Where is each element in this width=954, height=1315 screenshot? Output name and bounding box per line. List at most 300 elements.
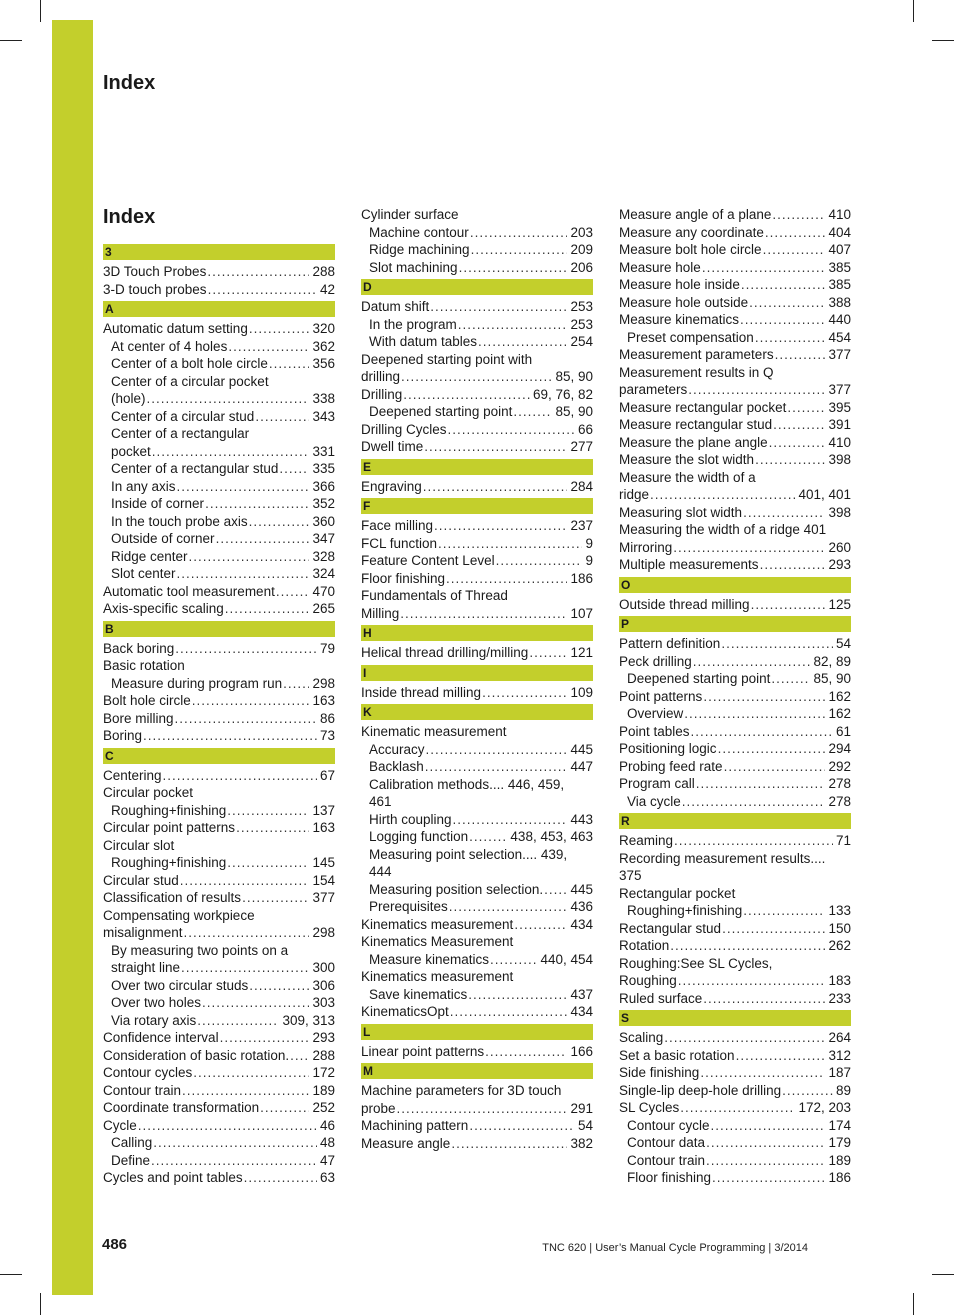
- entry-term: parameters: [619, 382, 688, 397]
- dot-leader: [197, 1012, 279, 1030]
- dot-leader: [249, 977, 309, 995]
- page-ref: 335: [312, 461, 335, 476]
- dot-leader: [138, 1117, 317, 1135]
- entry-term: Rectangular stud: [619, 920, 722, 936]
- index-entry-text: Kinematics Measurement: [361, 934, 514, 949]
- entry-term: Reaming: [619, 833, 674, 848]
- dot-leader: [763, 241, 826, 259]
- index-entry-text: Measuring the width of a ridge 401: [619, 522, 827, 537]
- index-entry: [103, 692, 335, 710]
- dot-leader: [670, 937, 825, 955]
- dot-leader: [216, 530, 310, 548]
- dot-leader: [283, 675, 309, 693]
- index-subentry: [619, 1169, 851, 1187]
- dot-leader: [722, 920, 825, 938]
- index-entry: [361, 605, 593, 623]
- entry-term: Measure the slot width: [619, 452, 755, 467]
- index-entry: [619, 504, 851, 522]
- entry-term: Measure angle of a plane: [619, 207, 772, 222]
- entry-term: ridge: [619, 487, 650, 502]
- entry-term: misalignment: [103, 925, 183, 940]
- entry-term: Roughing+finishing: [627, 903, 743, 918]
- entry-term: Contour cycle: [627, 1117, 710, 1133]
- index-entry: [103, 1099, 335, 1117]
- page-ref: 121: [570, 645, 593, 660]
- page-ref: 209: [570, 242, 593, 257]
- index-subentry: [619, 1117, 851, 1135]
- page-ref: 260: [828, 539, 851, 555]
- page-ref: 9: [585, 535, 593, 551]
- index-subentry: [361, 828, 593, 846]
- running-header-title: Index: [103, 72, 156, 94]
- dot-leader: [787, 399, 825, 417]
- index-entry: [619, 381, 851, 399]
- dot-leader: [397, 1100, 568, 1118]
- entry-term: Accuracy: [369, 741, 425, 757]
- dot-leader: [678, 972, 826, 990]
- dot-leader: [724, 758, 826, 776]
- index-subentry: [103, 478, 335, 496]
- section-letter: I: [361, 665, 593, 681]
- entry-term: Cycle: [103, 1117, 137, 1133]
- page-ref: 298: [312, 675, 335, 691]
- index-entry: [619, 206, 851, 224]
- entry-term: Multiple measurements: [619, 557, 759, 572]
- dot-leader: [712, 1169, 825, 1187]
- entry-term: Centering: [103, 767, 162, 783]
- page-ref: 445: [570, 741, 593, 757]
- index-entry-text: Compensating workpiece: [103, 907, 255, 923]
- index-subentry: [361, 811, 593, 829]
- entry-term: Mirroring: [619, 539, 673, 555]
- index-subentry: [361, 403, 593, 421]
- dot-leader: [430, 298, 567, 316]
- entry-term: Roughing+finishing: [111, 855, 227, 870]
- entry-term: Outside thread milling: [619, 596, 750, 612]
- index-subentry: [361, 741, 593, 759]
- entry-term: Back boring: [103, 640, 175, 656]
- entry-term: Peck drilling: [619, 653, 692, 669]
- index-entry-text: Circular slot: [103, 837, 175, 853]
- dot-leader: [514, 916, 567, 934]
- index-entry-text: Center of a rectangular: [111, 426, 250, 441]
- index-entry: [619, 311, 851, 329]
- page-ref: 42: [319, 281, 335, 297]
- entry-term: Over two circular studs: [111, 977, 249, 993]
- crop-mark: [913, 0, 914, 22]
- entry-term: Axis-specific scaling: [103, 601, 224, 616]
- page-ref: 407: [828, 242, 851, 257]
- entry-term: Rotation: [619, 938, 670, 953]
- page-ref: 69, 76, 82: [532, 386, 593, 402]
- index-entry-text: Rectangular pocket: [619, 885, 736, 901]
- entry-term: Helical thread drilling/milling: [361, 645, 529, 660]
- page-ref: 306: [312, 977, 335, 993]
- index-subentry: [103, 802, 335, 820]
- index-entry: [103, 1082, 335, 1100]
- dot-leader: [680, 1099, 795, 1117]
- index-subentry: [361, 241, 593, 259]
- entry-term: Machine contour: [369, 224, 469, 240]
- dot-leader: [673, 539, 825, 557]
- dot-leader: [459, 259, 568, 277]
- entry-term: Hirth coupling: [369, 811, 452, 827]
- page-number: 486: [102, 1236, 128, 1253]
- crop-mark: [0, 40, 22, 41]
- index-entry-text: Basic rotation: [103, 658, 185, 673]
- index-subentry: [103, 1012, 335, 1030]
- index-subentry: [619, 329, 851, 347]
- index-entry: [103, 1064, 335, 1082]
- dot-leader: [147, 390, 310, 408]
- entry-term: Ruled surface: [619, 990, 703, 1006]
- index-entry: [103, 263, 335, 281]
- dot-leader: [177, 565, 310, 583]
- entry-term: Slot machining: [369, 259, 458, 275]
- dot-leader: [703, 688, 825, 706]
- entry-term: Roughing+finishing: [111, 802, 227, 818]
- page-ref: 338: [312, 391, 335, 406]
- dot-leader: [482, 684, 567, 702]
- entry-term: Logging function: [369, 829, 469, 844]
- index-entry: [361, 644, 593, 662]
- index-subentry: [103, 530, 335, 548]
- entry-term: Boring: [103, 728, 143, 743]
- entry-term: probe: [361, 1100, 396, 1116]
- page-ref: 391: [828, 417, 851, 432]
- dot-leader: [249, 513, 310, 531]
- page-ref: 300: [312, 960, 335, 975]
- dot-leader: [755, 451, 825, 469]
- entry-term: Calling: [111, 1135, 153, 1150]
- entry-term: Measure hole inside: [619, 277, 740, 292]
- index-subentry: [103, 338, 335, 356]
- page-ref: 293: [312, 1030, 335, 1045]
- page-ref: 172: [312, 1065, 335, 1080]
- index-entry: [619, 937, 851, 955]
- entry-term: Circular stud: [103, 872, 179, 888]
- page-ref: 443: [570, 811, 593, 827]
- entry-term: Floor finishing: [361, 570, 446, 586]
- entry-term: Cycles and point tables: [103, 1170, 243, 1185]
- index-entry: [103, 889, 335, 907]
- dot-leader: [696, 775, 826, 793]
- dot-leader: [426, 741, 568, 759]
- page-ref: 309, 313: [282, 1012, 335, 1028]
- entry-term: Scaling: [619, 1030, 664, 1045]
- index-subentry: [361, 259, 593, 277]
- page-ref: 9: [585, 553, 593, 568]
- index-entry-text: Kinematic measurement: [361, 724, 507, 739]
- page-ref: 293: [828, 557, 851, 572]
- entry-term: Set a basic rotation: [619, 1047, 735, 1063]
- page-ref: 288: [312, 264, 335, 279]
- page-ref: 203: [570, 224, 593, 240]
- index-entry: [619, 1064, 851, 1082]
- index-subentry: [103, 390, 335, 408]
- entry-term: Contour data: [627, 1135, 706, 1150]
- index-entry-text: Roughing:See SL Cycles,: [619, 955, 773, 971]
- page-ref: 298: [312, 925, 335, 940]
- dot-leader: [401, 368, 552, 386]
- index-entry: [619, 416, 851, 434]
- page-ref: 277: [570, 439, 593, 454]
- page-ref: 434: [570, 1004, 593, 1019]
- entry-term: Measure angle: [361, 1135, 451, 1151]
- side-color-bar: [52, 20, 93, 1295]
- entry-term: Measure during program run: [111, 675, 283, 691]
- index-subentry: [619, 705, 851, 723]
- index-entry: [361, 298, 593, 316]
- page-ref: 162: [828, 688, 851, 704]
- entry-term: Automatic tool measurement: [103, 583, 275, 599]
- index-entry: [103, 767, 335, 785]
- entry-term: Inside thread milling: [361, 684, 482, 700]
- index-entry: [619, 224, 851, 242]
- index-entry: [103, 281, 335, 299]
- dot-leader: [423, 478, 568, 496]
- dot-leader: [749, 294, 825, 312]
- index-entry: [619, 539, 851, 557]
- index-entry-text: Measurement results in Q: [619, 364, 774, 380]
- entry-term: Ridge machining: [369, 242, 470, 257]
- index-entry: [361, 1100, 593, 1118]
- index-entry: [619, 434, 851, 452]
- index-entry: [103, 1029, 335, 1047]
- page-ref: 262: [828, 938, 851, 953]
- entry-term: Measure bolt hole circle: [619, 242, 762, 257]
- dot-leader: [227, 854, 309, 872]
- dot-leader: [453, 811, 568, 829]
- index-entry: [619, 723, 851, 741]
- dot-leader: [175, 640, 317, 658]
- dot-leader: [276, 583, 310, 601]
- dot-leader: [143, 727, 317, 745]
- index-entry-text: Measuring point selection.... 439,: [369, 846, 568, 862]
- page-ref: 85, 90: [813, 671, 851, 686]
- page-ref: 470: [312, 583, 335, 599]
- page-ref: 362: [312, 338, 335, 354]
- entry-term: KinematicsOpt: [361, 1004, 449, 1019]
- dot-leader: [205, 495, 309, 513]
- entry-term: drilling: [361, 369, 401, 384]
- entry-term: Probing feed rate: [619, 758, 723, 774]
- index-subentry: [361, 986, 593, 1004]
- index-subentry: [103, 675, 335, 693]
- index-entry: [103, 1117, 335, 1135]
- index-entry: [361, 1135, 593, 1153]
- entry-term: Side finishing: [619, 1065, 700, 1080]
- entry-term: Bolt hole circle: [103, 693, 191, 708]
- page-ref: 385: [828, 259, 851, 275]
- index-subentry: [103, 854, 335, 872]
- entry-term: Roughing: [619, 973, 677, 988]
- dot-leader: [755, 329, 826, 347]
- entry-term: Deepened starting point: [627, 671, 771, 686]
- page-ref: 395: [828, 399, 851, 415]
- page-ref: 324: [312, 566, 335, 581]
- dot-leader: [163, 767, 317, 785]
- dot-leader: [244, 1169, 317, 1187]
- index-subentry: [103, 460, 335, 478]
- entry-term: Bore milling: [103, 710, 174, 726]
- dot-leader: [743, 504, 825, 522]
- entry-term: Slot center: [111, 566, 176, 581]
- dot-leader: [529, 644, 567, 662]
- dot-leader: [743, 902, 825, 920]
- entry-term: 3-D touch probes: [103, 281, 207, 297]
- entry-term: Face milling: [361, 518, 434, 533]
- index-entry: [361, 684, 593, 702]
- index-entry: [619, 635, 851, 653]
- index-subentry: [361, 316, 593, 334]
- index-entry: [619, 276, 851, 294]
- entry-term: SL Cycles: [619, 1100, 680, 1115]
- page-ref: 67: [319, 767, 335, 783]
- page-ref: 401, 401: [798, 487, 851, 502]
- page-ref: 410: [828, 207, 851, 222]
- crop-mark: [40, 1293, 41, 1315]
- page-ref: 291: [570, 1100, 593, 1116]
- page-ref: 61: [835, 723, 851, 739]
- index-entry: [619, 1082, 851, 1100]
- index-entry: [103, 583, 335, 601]
- entry-term: Consideration of basic rotation.: [103, 1047, 290, 1063]
- index-entry-text: 444: [369, 864, 392, 879]
- index-entry: [103, 320, 335, 338]
- crop-mark: [913, 1293, 914, 1315]
- index-entry: [619, 451, 851, 469]
- index-subentry: [103, 977, 335, 995]
- index-subentry: [103, 548, 335, 566]
- dot-leader: [242, 889, 309, 907]
- dot-leader: [703, 990, 825, 1008]
- dot-leader: [400, 605, 567, 623]
- page-ref: 163: [312, 693, 335, 708]
- dot-leader: [446, 570, 567, 588]
- dot-leader: [469, 1117, 575, 1135]
- index-subentry: [619, 902, 851, 920]
- dot-leader: [769, 434, 826, 452]
- dot-leader: [189, 548, 310, 566]
- page-ref: 82, 89: [813, 653, 851, 669]
- index-entry: [103, 640, 335, 658]
- page-ref: 133: [828, 903, 851, 918]
- page-ref: 109: [570, 684, 593, 700]
- page-ref: 356: [312, 356, 335, 371]
- page-ref: 189: [828, 1152, 851, 1168]
- index-entry-text: Deepened starting point with: [361, 351, 533, 367]
- crop-mark: [0, 1274, 22, 1275]
- dot-leader: [718, 740, 826, 758]
- index-subentry: [361, 898, 593, 916]
- index-entry: [361, 478, 593, 496]
- section-letter: F: [361, 498, 593, 514]
- index-entry-text: Measure the width of a: [619, 469, 756, 485]
- entry-term: straight line: [111, 960, 181, 975]
- dot-leader: [202, 994, 309, 1012]
- page-ref: 187: [828, 1065, 851, 1080]
- dot-leader: [496, 552, 583, 570]
- section-letter: L: [361, 1024, 593, 1040]
- index-entry-text: Kinematics measurement: [361, 969, 514, 984]
- index-entry: [619, 990, 851, 1008]
- entry-term: Center of a circular stud: [111, 408, 255, 424]
- entry-term: Contour train: [103, 1082, 182, 1098]
- index-entry: [361, 552, 593, 570]
- page-ref: 145: [312, 855, 335, 870]
- page-ref: 166: [570, 1043, 593, 1059]
- index-entry-text: Center of a circular pocket: [111, 373, 269, 389]
- dot-leader: [674, 832, 833, 850]
- crop-mark: [932, 40, 954, 41]
- page-ref: 66: [577, 421, 593, 437]
- section-letter: P: [619, 616, 851, 632]
- entry-term: Define: [111, 1152, 151, 1168]
- entry-term: Measure rectangular stud: [619, 417, 773, 432]
- index-subentry: [361, 333, 593, 351]
- section-letter: C: [103, 748, 335, 764]
- entry-term: Measuring slot width: [619, 504, 743, 520]
- section-letter: A: [103, 301, 335, 317]
- index-column-3: [619, 206, 851, 1187]
- page-ref: 398: [828, 504, 851, 520]
- dot-leader: [180, 872, 310, 890]
- index-entry-text: 375: [619, 868, 642, 883]
- dot-leader: [227, 802, 309, 820]
- entry-term: pocket: [111, 443, 151, 459]
- dot-leader: [192, 692, 310, 710]
- page-ref: 447: [570, 759, 593, 774]
- index-entry-text: Machine parameters for 3D touch: [361, 1083, 562, 1098]
- entry-term: Coordinate transformation: [103, 1100, 260, 1115]
- dot-leader: [684, 705, 825, 723]
- page-ref: 162: [828, 706, 851, 721]
- section-letter: O: [619, 577, 851, 593]
- dot-leader: [470, 224, 568, 242]
- entry-term: Drilling: [361, 386, 403, 402]
- dot-leader: [706, 1134, 825, 1152]
- dot-leader: [207, 263, 309, 281]
- section-letter: H: [361, 625, 593, 641]
- page-ref: 183: [828, 973, 851, 988]
- entry-term: (hole): [111, 391, 146, 406]
- entry-term: Over two holes: [111, 995, 202, 1010]
- index-entry: [619, 399, 851, 417]
- page-ref: 253: [570, 299, 593, 314]
- index-entry: [103, 1169, 335, 1187]
- dot-leader: [249, 320, 310, 338]
- dot-leader: [469, 828, 507, 846]
- index-entry: [103, 710, 335, 728]
- page-ref: 398: [828, 452, 851, 467]
- index-column-1: [103, 244, 335, 1187]
- page-ref: 437: [570, 986, 593, 1002]
- page-ref: 312: [828, 1047, 851, 1063]
- page-ref: 410: [828, 434, 851, 450]
- dot-leader: [782, 1082, 833, 1100]
- page-ref: 320: [312, 321, 335, 336]
- index-subentry: [103, 565, 335, 583]
- entry-term: Floor finishing: [627, 1170, 712, 1185]
- page-ref: 278: [828, 776, 851, 791]
- index-entry: [619, 259, 851, 277]
- page-ref: 73: [319, 728, 335, 743]
- index-entry: [619, 972, 851, 990]
- page-ref: 174: [828, 1117, 851, 1133]
- dot-leader: [220, 1029, 310, 1047]
- page-ref: 385: [828, 277, 851, 292]
